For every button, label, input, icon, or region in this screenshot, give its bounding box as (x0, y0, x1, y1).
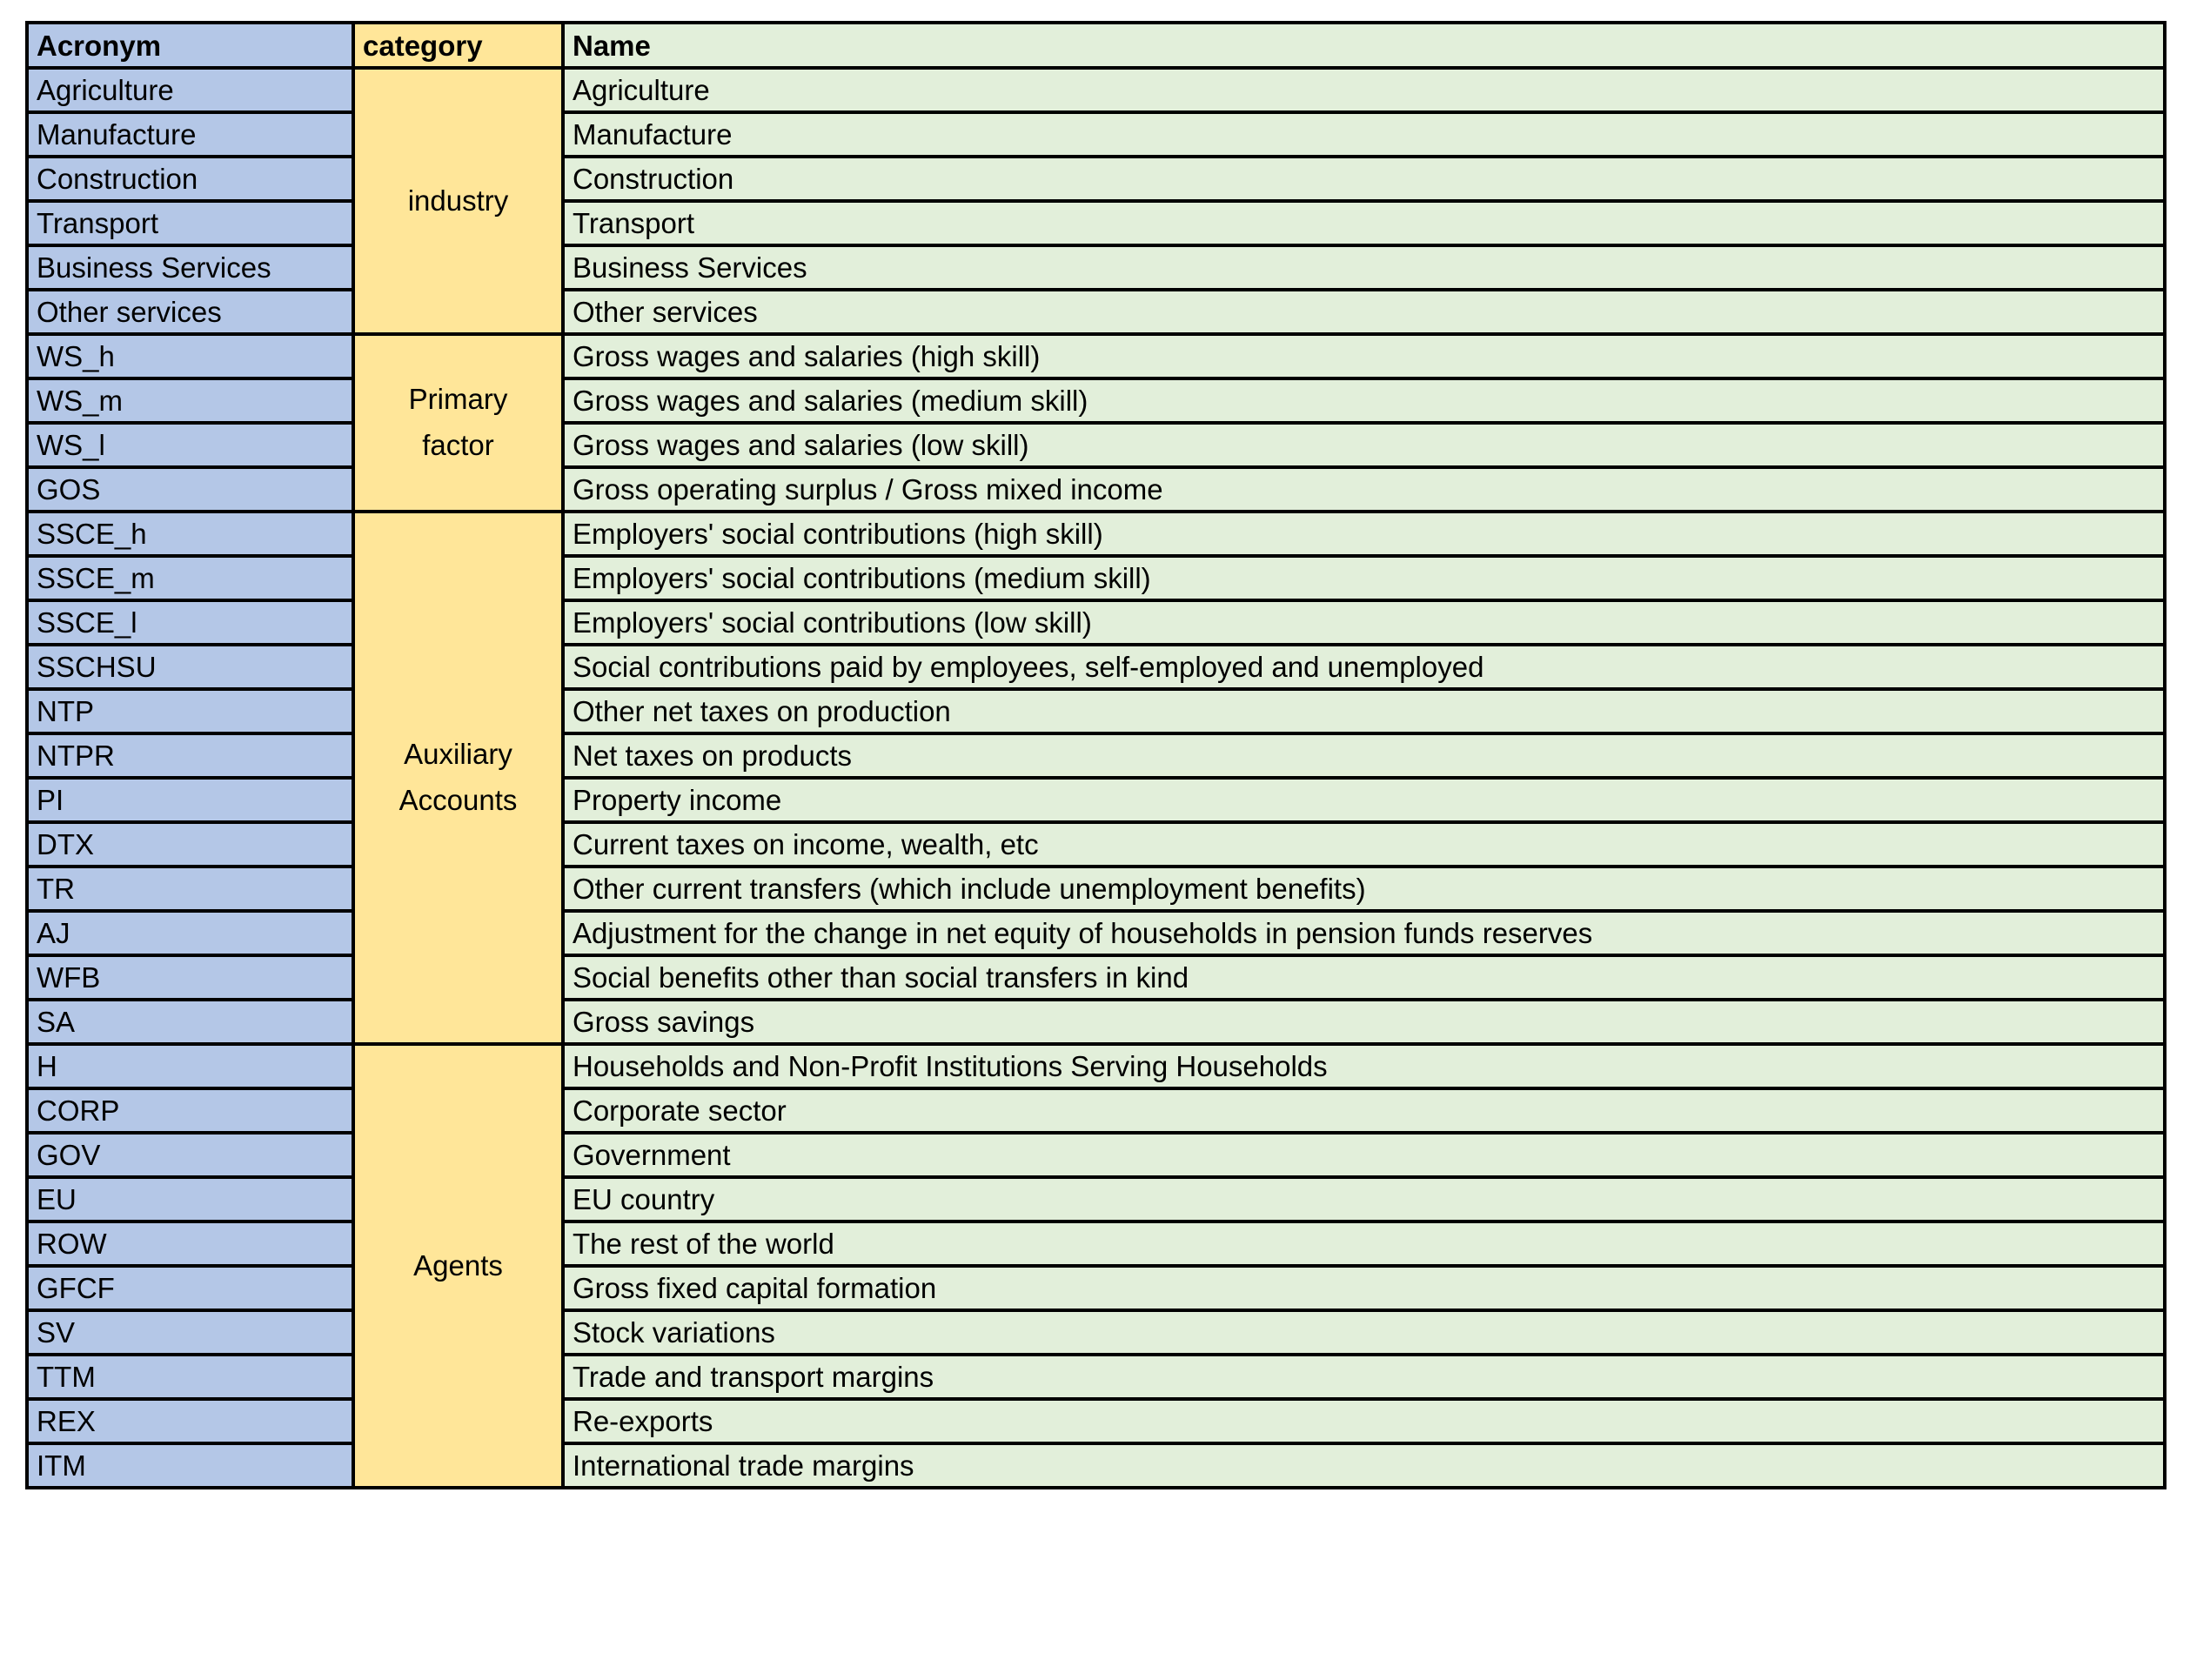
acronym-cell: AJ (27, 911, 353, 955)
table-row (27, 955, 2165, 1000)
acronym-cell: SSCE_m (27, 556, 353, 600)
acronym-cell: Construction (27, 157, 353, 201)
acronym-cell: SSCE_h (27, 512, 353, 556)
table-row (27, 867, 2165, 911)
table-row (27, 822, 2165, 867)
acronym-cell: SV (27, 1310, 353, 1355)
name-cell: Re-exports (563, 1399, 2165, 1443)
table-row (27, 157, 2165, 201)
table-row (27, 600, 2165, 645)
acronym-cell: GOS (27, 467, 353, 512)
name-cell: Net taxes on products (563, 733, 2165, 778)
header-name: Name (563, 23, 2165, 68)
table-row (27, 911, 2165, 955)
name-cell: Property income (563, 778, 2165, 822)
table-row (27, 68, 2165, 112)
name-cell: Government (563, 1133, 2165, 1177)
acronym-cell: ROW (27, 1222, 353, 1266)
name-cell: Social contributions paid by employees, self-employed and unemployed (563, 645, 2165, 689)
name-cell: Gross wages and salaries (high skill) (563, 334, 2165, 378)
name-cell: International trade margins (563, 1443, 2165, 1488)
name-cell: Adjustment for the change in net equity of households in pension funds reserves (563, 911, 2165, 955)
header-acronym: Acronym (27, 23, 353, 68)
acronym-cell: WS_h (27, 334, 353, 378)
acronym-cell: Other services (27, 290, 353, 334)
table-row (27, 112, 2165, 157)
table-row (27, 334, 2165, 378)
name-cell: Gross operating surplus / Gross mixed income (563, 467, 2165, 512)
acronym-cell: DTX (27, 822, 353, 867)
name-cell: Transport (563, 201, 2165, 245)
name-cell: The rest of the world (563, 1222, 2165, 1266)
acronym-cell: SA (27, 1000, 353, 1044)
table-row (27, 733, 2165, 778)
name-cell: Social benefits other than social transfers in kind (563, 955, 2165, 1000)
table-row (27, 1177, 2165, 1222)
table-row (27, 1222, 2165, 1266)
category-cell: industry (353, 68, 563, 334)
acronym-cell: PI (27, 778, 353, 822)
name-cell: Business Services (563, 245, 2165, 290)
table-row (27, 1088, 2165, 1133)
table-row (27, 1000, 2165, 1044)
name-cell: Gross fixed capital formation (563, 1266, 2165, 1310)
name-cell: Corporate sector (563, 1088, 2165, 1133)
name-cell: EU country (563, 1177, 2165, 1222)
acronym-cell: WS_m (27, 378, 353, 423)
name-cell: Gross wages and salaries (low skill) (563, 423, 2165, 467)
acronym-cell: EU (27, 1177, 353, 1222)
category-cell: Agents (353, 1044, 563, 1488)
table-row (27, 1355, 2165, 1399)
name-cell: Other services (563, 290, 2165, 334)
table-row (27, 689, 2165, 733)
table-row (27, 512, 2165, 556)
table-row (27, 778, 2165, 822)
table-row (27, 290, 2165, 334)
table-row (27, 1044, 2165, 1088)
acronym-cell: H (27, 1044, 353, 1088)
acronym-cell: NTP (27, 689, 353, 733)
name-cell: Other net taxes on production (563, 689, 2165, 733)
table-row (27, 1399, 2165, 1443)
table-row (27, 1443, 2165, 1488)
header-row (27, 23, 2165, 68)
name-cell: Manufacture (563, 112, 2165, 157)
acronym-cell: SSCE_l (27, 600, 353, 645)
acronym-cell: CORP (27, 1088, 353, 1133)
table-row (27, 201, 2165, 245)
name-cell: Other current transfers (which include unemployment benefits) (563, 867, 2165, 911)
name-cell: Construction (563, 157, 2165, 201)
table-row (27, 1266, 2165, 1310)
acronym-cell: Manufacture (27, 112, 353, 157)
acronym-cell: Agriculture (27, 68, 353, 112)
table-row (27, 245, 2165, 290)
acronym-cell: ITM (27, 1443, 353, 1488)
acronym-cell: Transport (27, 201, 353, 245)
header-category: category (353, 23, 563, 68)
name-cell: Employers' social contributions (high skill) (563, 512, 2165, 556)
name-cell: Current taxes on income, wealth, etc (563, 822, 2165, 867)
acronym-cell: NTPR (27, 733, 353, 778)
acronym-cell: TTM (27, 1355, 353, 1399)
category-cell: Auxiliary Accounts (353, 512, 563, 1044)
acronym-cell: Business Services (27, 245, 353, 290)
name-cell: Households and Non-Profit Institutions Serving Households (563, 1044, 2165, 1088)
table-row (27, 556, 2165, 600)
name-cell: Gross wages and salaries (medium skill) (563, 378, 2165, 423)
name-cell: Trade and transport margins (563, 1355, 2165, 1399)
table-row (27, 467, 2165, 512)
category-cell: Primary factor (353, 334, 563, 512)
name-cell: Stock variations (563, 1310, 2165, 1355)
acronym-table (25, 21, 2167, 1489)
acronym-cell: REX (27, 1399, 353, 1443)
table-row (27, 1310, 2165, 1355)
acronym-cell: GFCF (27, 1266, 353, 1310)
acronym-cell: TR (27, 867, 353, 911)
table-row (27, 645, 2165, 689)
name-cell: Employers' social contributions (low skill) (563, 600, 2165, 645)
name-cell: Employers' social contributions (medium skill) (563, 556, 2165, 600)
table-row (27, 1133, 2165, 1177)
name-cell: Agriculture (563, 68, 2165, 112)
name-cell: Gross savings (563, 1000, 2165, 1044)
table-row (27, 423, 2165, 467)
acronym-cell: SSCHSU (27, 645, 353, 689)
acronym-cell: WS_l (27, 423, 353, 467)
acronym-cell: GOV (27, 1133, 353, 1177)
acronym-cell: WFB (27, 955, 353, 1000)
table-row (27, 378, 2165, 423)
